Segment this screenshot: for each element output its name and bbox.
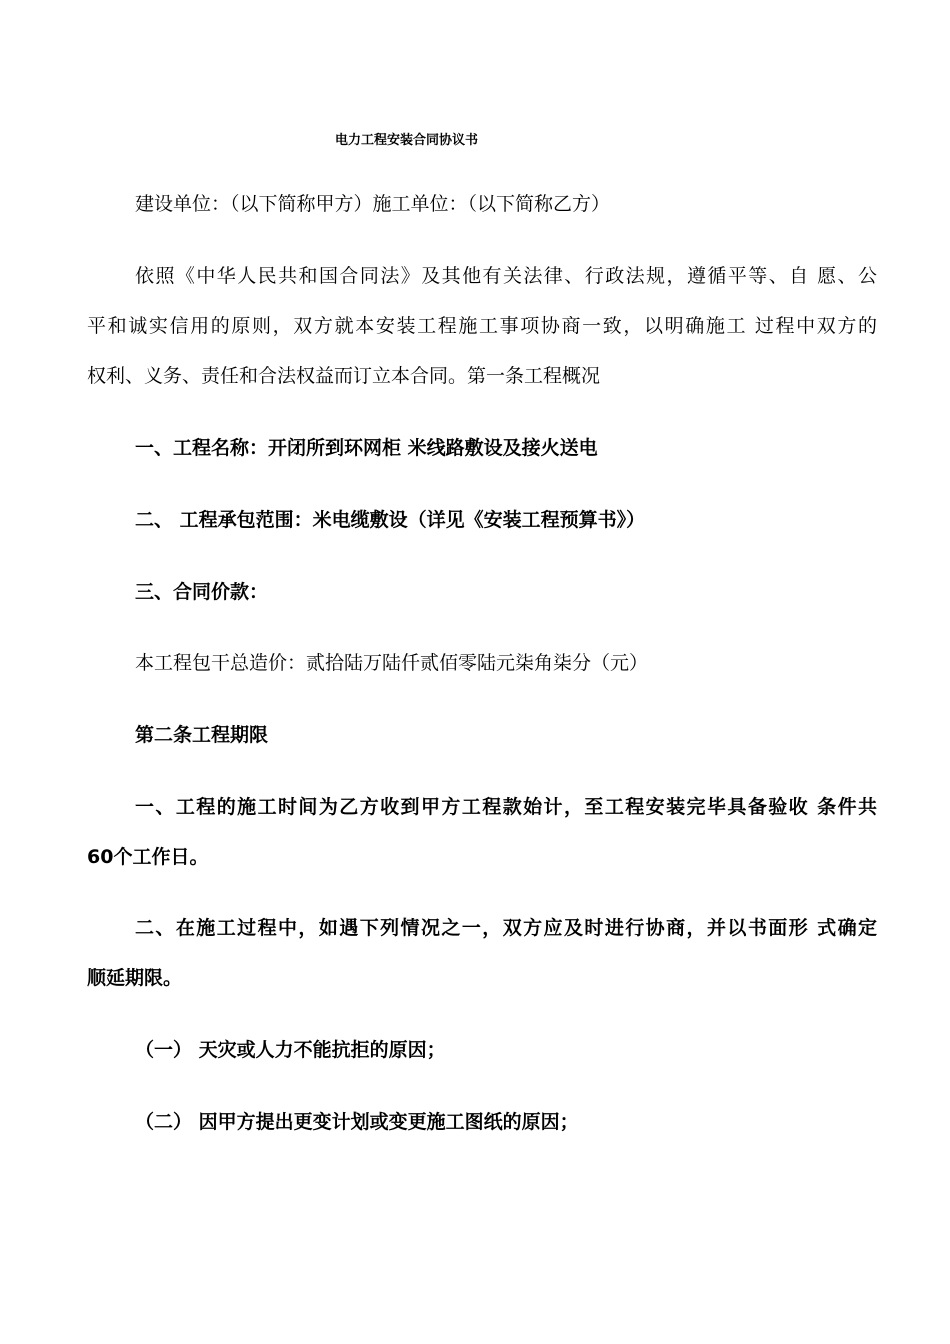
document-title: 电力工程安装合同协议书 — [335, 133, 479, 148]
schedule-item-line-2: 60个工作日。 — [87, 846, 209, 868]
parties-line: 建设单位：（以下简称甲方）施工单位：（以下简称乙方） — [135, 193, 611, 215]
contract-price-heading: 三、合同价款： — [135, 581, 269, 603]
preamble-line-2: 平和诚实信用的原则，双方就本安装工程施工事项协商一致，以明确施工 过程中双方的 — [87, 315, 877, 337]
preamble-line-3: 权利、义务、责任和合法权益而订立本合同。第一条工程概况 — [87, 365, 601, 387]
extension-case-1: （一） 天灾或人力不能抗拒的原因； — [135, 1039, 446, 1061]
project-scope-item: 二、 工程承包范围：米电缆敷设（详见《安装工程预算书》） — [135, 509, 646, 531]
article2-heading: 第二条工程期限 — [135, 724, 269, 746]
extension-item-line-1: 二、在施工过程中，如遇下列情况之一，双方应及时进行协商，并以书面形 式确定 — [135, 917, 877, 939]
contract-price-text: 本工程包干总造价：贰拾陆万陆仟贰佰零陆元柒角柒分（元） — [135, 652, 649, 674]
preamble-line-1: 依照《中华人民共和国合同法》及其他有关法律、行政法规，遵循平等、自 愿、公 — [135, 265, 877, 287]
extension-item-line-2: 顺延期限。 — [87, 967, 183, 989]
extension-case-2: （二） 因甲方提出更变计划或变更施工图纸的原因； — [135, 1111, 579, 1133]
project-name-item: 一、工程名称：开闭所到环网柜 米线路敷设及接火送电 — [135, 437, 598, 459]
schedule-item-line-1: 一、工程的施工时间为乙方收到甲方工程款始计，至工程安装完毕具备验收 条件共 — [135, 796, 877, 818]
